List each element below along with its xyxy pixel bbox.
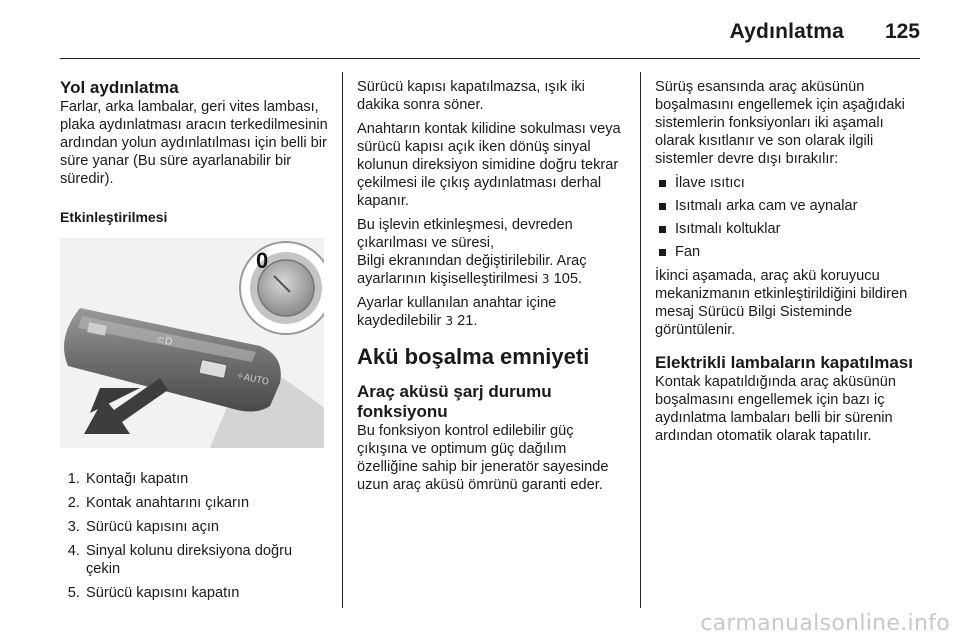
activation-label: Etkinleştirilmesi [60,209,168,225]
list-item: 3. Sürücü kapısını açın [84,518,328,536]
figure-label-zero: 0 [256,248,269,273]
page-reference-link[interactable]: 105. [553,271,583,287]
paragraph-lamp-shutoff: Kontak kapatıldığında araç aküsünün boşalmasını engellemek için bazı iç aydınlatma lambaları belli bir sürenin ardından otomatik olarak tapatılır. [655,374,896,444]
intro-paragraph: Farlar, arka lambalar, geri vites lambası, plaka aydınlatması aracın terkedilmesinin ardından yolun aydınlatılması için belli bir süre yanar (Bu süre ayarlanabilir bir süredir). [60,99,328,187]
paragraph-door-timeout: Sürücü kapısı kapatılmazsa, ışık iki dakika sonra söner. [357,79,585,113]
paragraph-exit-lighting-off: Anahtarın kontak kilidine sokulması veya sürücü kapısı açık iken dönüş sinyal kolunun direksiyon simidine doğru tekrar çekilmesi ile çıkış aydınlatması derhal kapanır. [357,121,621,209]
section-heading-road-lighting: Yol aydınlatma [60,78,179,97]
paragraph-second-stage: İkinci aşamada, araç akü koruyucu mekanizmanın etkinleştirildiğini bildiren mesaj Sürücü Bilgi Sisteminde görüntülenir. [655,268,908,338]
bullet-square-icon [659,249,666,256]
paragraph-key-memory: Ayarlar kullanılan anahtar içine kaydedilebilir 3 21. [357,295,557,329]
watermark: carmanualsonline.info [700,611,950,636]
page-reference-icon: 3 [541,272,550,286]
subheading-battery-charge-function: Araç aküsü şarj durumu fonksiyonu [357,382,552,421]
column-divider-1 [342,72,343,608]
page-reference-icon: 3 [445,314,454,328]
list-item: 2. Kontak anahtarını çıkarın [84,494,328,512]
list-item: 5. Sürücü kapısını kapatın [84,584,328,602]
page-reference-link[interactable]: 21. [457,313,478,329]
paragraph-settings: Bu işlevin etkinleşmesi, devreden çıkarılması ve süresi, Bilgi ekranından değiştirilebilir. Araç ayarlarının kişiselleştirilmesi 3 105. [357,217,587,287]
column-divider-2 [640,72,641,608]
turn-signal-lever-figure [60,238,324,448]
heading-battery-discharge-protection: Akü boşalma emniyeti [357,344,590,369]
page-number: 125 [884,20,920,43]
bullet-square-icon [659,203,666,210]
bullet-square-icon [659,226,666,233]
running-header-title: Aydınlatma [729,20,844,43]
lever-illustration [60,238,324,448]
column-2 [357,78,625,500]
column-1 [60,78,328,608]
list-item: Fan [655,243,925,261]
list-item: İlave ısıtıcı [655,174,925,192]
list-item: Isıtmalı koltuklar [655,220,925,238]
paragraph-load-shedding: Sürüş esansında araç aküsünün boşalmasını engellemek için aşağıdaki sistemlerin fonksiyonları iki aşamalı olarak kısıtlanır ve son olarak ilgili sistemler devre dışı bırakılır: [655,79,905,167]
list-item: 4. Sinyal kolunu direksiyona doğru çekin [84,542,328,578]
list-item: 1. Kontağı kapatın [84,470,328,488]
header-rule [60,58,920,59]
column-3 [655,78,925,451]
section-heading-lamp-shutoff: Elektrikli lambaların kapatılması [655,353,913,372]
restricted-systems-list [655,174,925,261]
paragraph-battery-function: Bu fonksiyon kontrol edilebilir güç çıkışına ve optimum güç dağılım özelliğine sahip bir jeneratör sayesinde uzun araç aküsü ömrünü garanti eder. [357,423,609,493]
activation-steps-list [60,470,328,602]
list-item: Isıtmalı arka cam ve aynalar [655,197,925,215]
svg-text:⊂D: ⊂D [155,334,174,349]
bullet-square-icon [659,180,666,187]
svg-text:✧AUTO: ✧AUTO [235,371,270,388]
